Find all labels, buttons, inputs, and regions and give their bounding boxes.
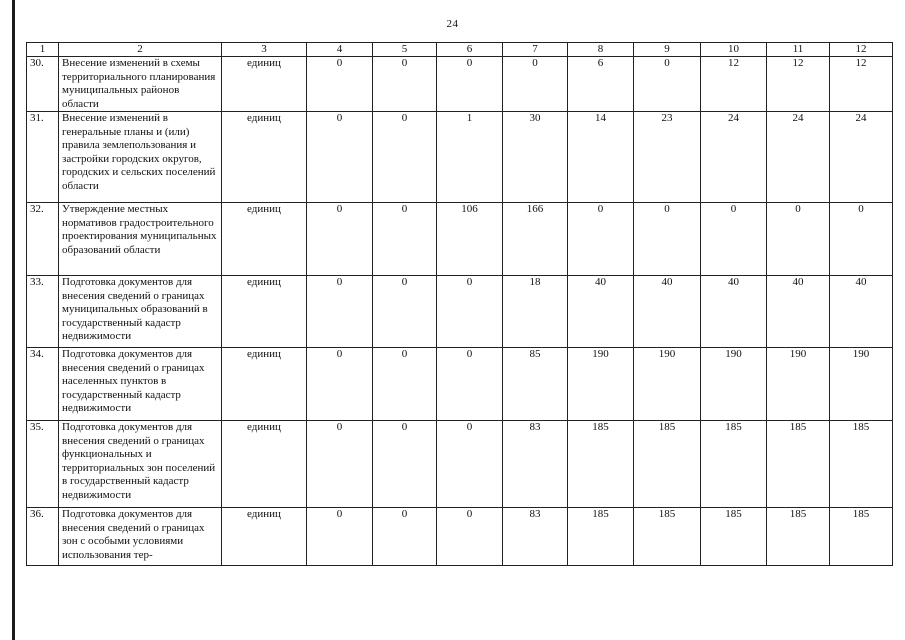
value-cell: 14 xyxy=(568,112,634,203)
value-cell: 0 xyxy=(307,348,373,421)
value-cell: 0 xyxy=(437,508,503,566)
table-row xyxy=(27,112,893,203)
value-cell: 166 xyxy=(503,203,568,276)
value-cell: 40 xyxy=(701,276,767,348)
indicator-name: Подготовка документов для внесения сведений о границах функциональных и территориальных зон поселений в государственный кадастр недвижимости xyxy=(59,421,222,508)
value-cell: 0 xyxy=(437,348,503,421)
value-cell: 0 xyxy=(307,112,373,203)
header-cell: 7 xyxy=(503,43,568,57)
row-number: 30. xyxy=(27,57,59,112)
value-cell: 0 xyxy=(307,57,373,112)
value-cell: 190 xyxy=(634,348,701,421)
table-row xyxy=(27,203,893,276)
row-number: 35. xyxy=(27,421,59,508)
value-cell: 0 xyxy=(307,421,373,508)
table-row xyxy=(27,508,893,566)
value-cell: 185 xyxy=(568,508,634,566)
header-cell: 2 xyxy=(59,43,222,57)
unit-cell: единиц xyxy=(222,276,307,348)
row-number: 34. xyxy=(27,348,59,421)
value-cell: 185 xyxy=(634,508,701,566)
value-cell: 40 xyxy=(767,276,830,348)
value-cell: 83 xyxy=(503,508,568,566)
row-number: 33. xyxy=(27,276,59,348)
value-cell: 40 xyxy=(830,276,893,348)
table-row xyxy=(27,57,893,112)
value-cell: 0 xyxy=(373,112,437,203)
unit-cell: единиц xyxy=(222,57,307,112)
header-cell: 12 xyxy=(830,43,893,57)
value-cell: 24 xyxy=(767,112,830,203)
row-number: 32. xyxy=(27,203,59,276)
indicator-name: Подготовка документов для внесения сведений о границах населенных пунктов в государственный кадастр недвижимости xyxy=(59,348,222,421)
value-cell: 24 xyxy=(701,112,767,203)
value-cell: 0 xyxy=(634,203,701,276)
row-number: 36. xyxy=(27,508,59,566)
value-cell: 0 xyxy=(373,276,437,348)
value-cell: 40 xyxy=(634,276,701,348)
value-cell: 24 xyxy=(830,112,893,203)
value-cell: 185 xyxy=(701,421,767,508)
page-number: 24 xyxy=(446,18,459,30)
value-cell: 12 xyxy=(701,57,767,112)
value-cell: 0 xyxy=(373,348,437,421)
header-cell: 8 xyxy=(568,43,634,57)
value-cell: 23 xyxy=(634,112,701,203)
value-cell: 85 xyxy=(503,348,568,421)
value-cell: 0 xyxy=(437,57,503,112)
value-cell: 40 xyxy=(568,276,634,348)
value-cell: 185 xyxy=(830,508,893,566)
header-cell: 9 xyxy=(634,43,701,57)
value-cell: 0 xyxy=(373,508,437,566)
indicator-name: Внесение изменений в схемы территориального планирования муниципальных районов области xyxy=(59,57,222,112)
value-cell: 0 xyxy=(307,508,373,566)
value-cell: 185 xyxy=(701,508,767,566)
value-cell: 190 xyxy=(767,348,830,421)
value-cell: 83 xyxy=(503,421,568,508)
unit-cell: единиц xyxy=(222,203,307,276)
header-cell: 1 xyxy=(27,43,59,57)
value-cell: 0 xyxy=(503,57,568,112)
value-cell: 0 xyxy=(830,203,893,276)
value-cell: 0 xyxy=(701,203,767,276)
header-cell: 6 xyxy=(437,43,503,57)
indicator-name: Подготовка документов для внесения сведений о границах зон с особыми условиями использования тер- xyxy=(59,508,222,566)
value-cell: 0 xyxy=(767,203,830,276)
unit-cell: единиц xyxy=(222,348,307,421)
value-cell: 185 xyxy=(830,421,893,508)
row-number: 31. xyxy=(27,112,59,203)
value-cell: 12 xyxy=(767,57,830,112)
unit-cell: единиц xyxy=(222,421,307,508)
table-row xyxy=(27,421,893,508)
value-cell: 12 xyxy=(830,57,893,112)
value-cell: 190 xyxy=(701,348,767,421)
table-row xyxy=(27,348,893,421)
value-cell: 30 xyxy=(503,112,568,203)
indicator-name: Внесение изменений в генеральные планы и (или) правила землепользования и застройки городских округов, городских и сельских поселений области xyxy=(59,112,222,203)
value-cell: 190 xyxy=(568,348,634,421)
indicator-table xyxy=(26,42,893,566)
value-cell: 185 xyxy=(767,421,830,508)
header-cell: 3 xyxy=(222,43,307,57)
value-cell: 6 xyxy=(568,57,634,112)
unit-cell: единиц xyxy=(222,508,307,566)
value-cell: 185 xyxy=(634,421,701,508)
value-cell: 0 xyxy=(307,203,373,276)
value-cell: 0 xyxy=(437,421,503,508)
value-cell: 1 xyxy=(437,112,503,203)
unit-cell: единиц xyxy=(222,112,307,203)
indicator-name: Подготовка документов для внесения сведений о границах муниципальных образований в государственный кадастр недвижимости xyxy=(59,276,222,348)
value-cell: 106 xyxy=(437,203,503,276)
value-cell: 0 xyxy=(568,203,634,276)
header-cell: 11 xyxy=(767,43,830,57)
value-cell: 0 xyxy=(437,276,503,348)
value-cell: 0 xyxy=(373,421,437,508)
table-row xyxy=(27,276,893,348)
value-cell: 0 xyxy=(373,57,437,112)
value-cell: 18 xyxy=(503,276,568,348)
indicator-name: Утверждение местных нормативов градостроительного проектирования муниципальных образований области xyxy=(59,203,222,276)
header-cell: 5 xyxy=(373,43,437,57)
value-cell: 185 xyxy=(568,421,634,508)
header-cell: 4 xyxy=(307,43,373,57)
value-cell: 0 xyxy=(373,203,437,276)
value-cell: 190 xyxy=(830,348,893,421)
value-cell: 0 xyxy=(307,276,373,348)
value-cell: 185 xyxy=(767,508,830,566)
header-cell: 10 xyxy=(701,43,767,57)
page-edge-bar xyxy=(12,0,15,640)
value-cell: 0 xyxy=(634,57,701,112)
header-row xyxy=(27,43,893,57)
